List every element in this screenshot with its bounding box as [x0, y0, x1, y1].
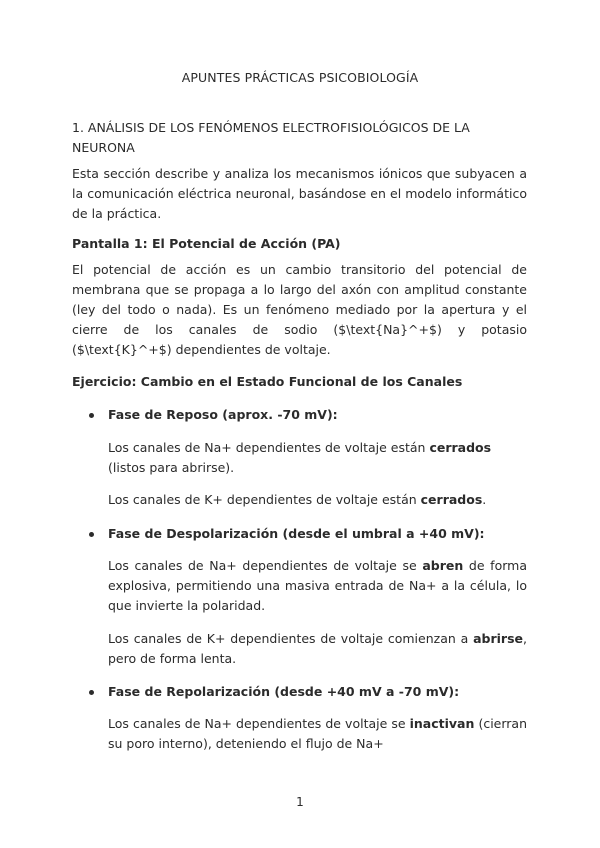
- bullet-dot-icon: [89, 413, 94, 418]
- page-number: 1: [296, 795, 304, 809]
- phase-text: de forma explosiva, permitiendo una masiva entrada de Na+ a la célula, lo que invierte la polaridad.: [108, 558, 527, 613]
- phase-text: (cierran su poro interno), deteniendo el flujo de Na+: [108, 716, 527, 751]
- section-heading: 1. ANÁLISIS DE LOS FENÓMENOS ELECTROFISIOLÓGICOS DE LA NEURONA: [72, 120, 470, 155]
- phase-paragraph: [108, 714, 527, 754]
- phase-paragraph: [108, 490, 527, 510]
- phase-text: Los canales de Na+ dependientes de voltaje están: [108, 440, 430, 455]
- phase-text: (listos para abrirse).: [108, 460, 235, 475]
- screen1-paragraph: El potencial de acción es un cambio transitorio del potencial de membrana que se propaga a lo largo del axón con amplitud constante (ley del todo o nada). Es un fenómeno mediado por la apertura y el cierre de los canales de sodio ($\text{Na}^+$) y potasio ($\text{K}^+$) dependientes de voltaje.: [72, 262, 527, 357]
- section-intro-paragraph: Esta sección describe y analiza los mecanismos iónicos que subyacen a la comunicación eléctrica neuronal, basándose en el modelo informático de la práctica.: [72, 166, 527, 221]
- phase-paragraph: [108, 438, 527, 478]
- phase-text: Los canales de K+ dependientes de voltaje están: [108, 492, 421, 507]
- bullet-dot-icon: [89, 690, 94, 695]
- phase-paragraph: [108, 556, 527, 616]
- phase-state: abrirse: [473, 631, 524, 646]
- document-title: APUNTES PRÁCTICAS PSICOBIOLOGÍA: [181, 70, 419, 85]
- phase-title: Fase de Repolarización (desde +40 mV a -70 mV):: [108, 684, 460, 699]
- phase-text: , pero de forma lenta.: [108, 631, 527, 666]
- phase-paragraph: [108, 629, 527, 669]
- phase-state: inactivan: [409, 716, 475, 731]
- phase-state: cerrados: [420, 492, 483, 507]
- exercise-heading: Ejercicio: Cambio en el Estado Funcional de los Canales: [72, 374, 463, 389]
- phase-state: abren: [422, 558, 464, 573]
- phase-text: Los canales de K+ dependientes de voltaje comienzan a: [108, 631, 474, 646]
- phase-title: Fase de Reposo (aprox. -70 mV):: [108, 407, 338, 422]
- bullet-dot-icon: [89, 532, 94, 537]
- phase-state: cerrados: [429, 440, 492, 455]
- phase-text: Los canales de Na+ dependientes de voltaje se: [108, 558, 423, 573]
- phase-text: Los canales de Na+ dependientes de voltaje se: [108, 716, 410, 731]
- phase-title: Fase de Despolarización (desde el umbral a +40 mV):: [108, 526, 485, 541]
- screen1-heading: Pantalla 1: El Potencial de Acción (PA): [72, 236, 341, 251]
- phase-text: .: [482, 492, 487, 507]
